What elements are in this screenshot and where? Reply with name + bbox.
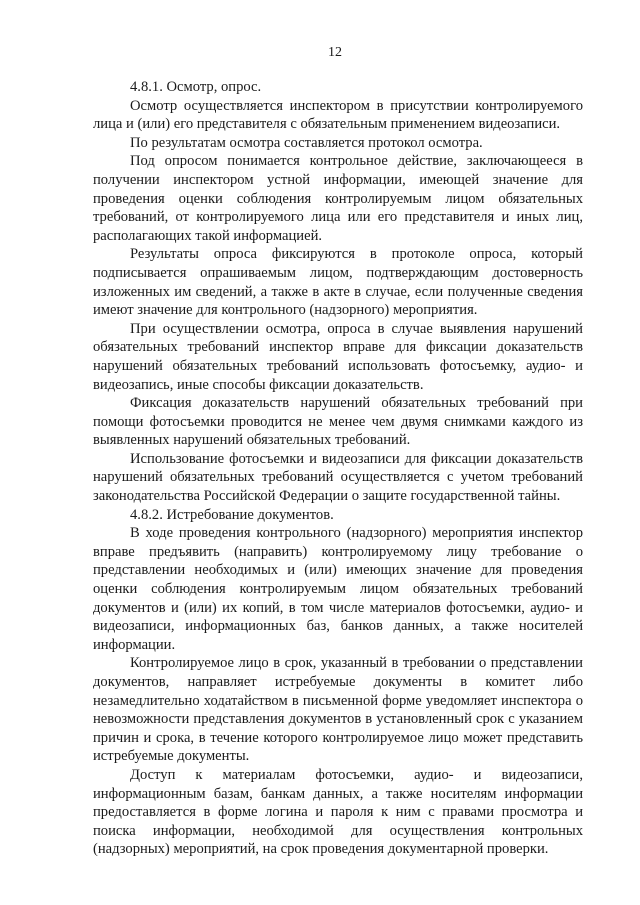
page-number: 12	[328, 45, 342, 60]
paragraph-document-request: В ходе проведения контрольного (надзорного) мероприятия инспектор вправе предъявить (направить) контролируемому лицу требование о представлении необходимых и (или) имеющих значение для проведения оценки соблюдения контролируемым лицом обязательных требований документов и (или) их копий, в том числе материалов фотосъемки, аудио- и видеозаписи, информационных баз, банков данных, а также носителей информации.	[93, 525, 583, 653]
document-body	[93, 78, 583, 859]
paragraph-document-deadline: Контролируемое лицо в срок, указанный в требовании о представлении документов, направляет истребуемые документы в комитет либо незамедлительно ходатайством в письменной форме уведомляет инспектора о невозможности представления документов в установленный срок с указанием причин и срока, в течение которого контролируемое лицо может представить истребуемые документы.	[93, 655, 583, 765]
paragraph-survey-results: Результаты опроса фиксируются в протоколе опроса, который подписывается опрашиваемым лицом, подтверждающим достоверность изложенных им сведений, а также в акте в случае, если полученные сведения имеют значение для контрольного (надзорного) мероприятия.	[93, 246, 583, 319]
paragraph-inspection-definition: Осмотр осуществляется инспектором в присутствии контролируемого лица и (или) его представителя с обязательным применением видеозаписи.	[93, 97, 583, 133]
paragraph-data-access: Доступ к материалам фотосъемки, аудио- и видеозаписи, информационным базам, банкам данных, а также носителям информации предоставляется в форме логина и пароля к ним с правами просмотра и поиска информации, необходимой для осуществления контрольных (надзорных) мероприятий, на срок проведения документарной проверки.	[93, 766, 583, 858]
paragraph-inspection-protocol: По результатам осмотра составляется протокол осмотра.	[130, 134, 483, 151]
paragraph-evidence-recording: При осуществлении осмотра, опроса в случае выявления нарушений обязательных требований инспектор вправе для фиксации доказательств нарушений обязательных требований использовать фотосъемку, аудио- и видеозапись, иные способы фиксации доказательств.	[93, 320, 583, 393]
paragraph-photo-evidence: Фиксация доказательств нарушений обязательных требований при помощи фотосъемки проводится не менее чем двумя снимками каждого из выявленных нарушений обязательных требований.	[93, 395, 583, 449]
paragraph-state-secret: Использование фотосъемки и видеозаписи для фиксации доказательств нарушений обязательных требований осуществляется с учетом требований законодательства Российской Федерации о защите государственной тайны.	[93, 450, 583, 505]
subsection-heading-inspection: 4.8.1. Осмотр, опрос.	[130, 79, 262, 95]
subsection-heading-documents: 4.8.2. Истребование документов.	[130, 506, 334, 523]
paragraph-survey-definition: Под опросом понимается контрольное действие, заключающееся в получении инспектором устной информации, имеющей значение для проведения оценки соблюдения контролируемым лицом обязательных требований, от контролируемого лица или его представителя и иных лиц, располагающих такой информацией.	[93, 153, 583, 244]
